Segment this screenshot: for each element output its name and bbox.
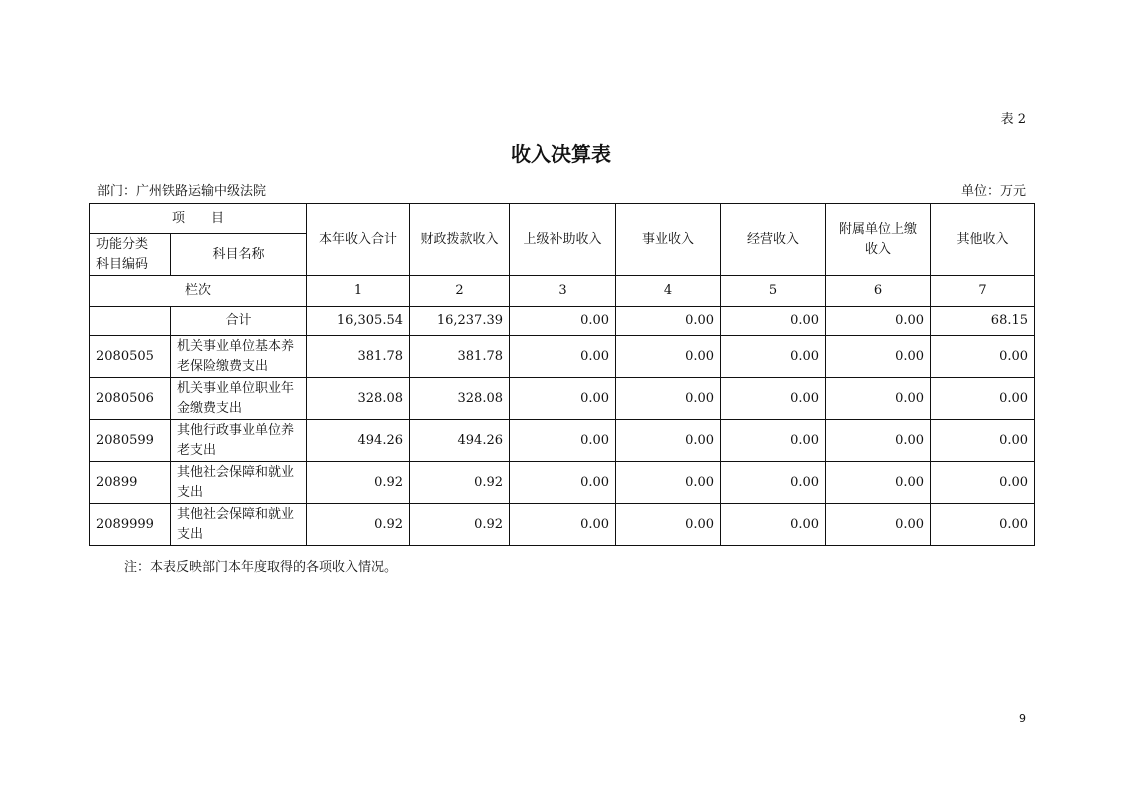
table-row — [90, 336, 1035, 378]
value-cell: 0.00 — [931, 336, 1035, 378]
value-cell: 0.00 — [931, 504, 1035, 546]
header-col-4: 事业收入 — [616, 204, 721, 276]
value-cell: 328.08 — [307, 378, 410, 420]
table-note: 注：本表反映部门本年度取得的各项收入情况。 — [124, 560, 398, 575]
value-cell: 0.00 — [721, 378, 826, 420]
subject-code: 2089999 — [90, 504, 171, 546]
col-number: 1 — [307, 276, 410, 307]
col-number: 4 — [616, 276, 721, 307]
value-cell: 0.00 — [616, 378, 721, 420]
total-value: 16,305.54 — [307, 307, 410, 336]
header-col-5: 经营收入 — [721, 204, 826, 276]
subject-name: 其他社会保障和就业支出 — [171, 462, 307, 504]
col-number: 2 — [410, 276, 510, 307]
col-number: 5 — [721, 276, 826, 307]
value-cell: 0.00 — [616, 420, 721, 462]
total-value: 0.00 — [826, 307, 931, 336]
row-label: 栏次 — [90, 276, 307, 307]
value-cell: 0.00 — [616, 504, 721, 546]
value-cell: 0.92 — [410, 504, 510, 546]
header-col-2: 财政拨款收入 — [410, 204, 510, 276]
page-title: 收入决算表 — [511, 142, 611, 166]
unit-label: 单位：万元 — [960, 184, 1026, 199]
value-cell: 0.00 — [616, 336, 721, 378]
value-cell: 0.00 — [510, 420, 616, 462]
subject-name: 机关事业单位基本养老保险缴费支出 — [171, 336, 307, 378]
col-number: 7 — [931, 276, 1035, 307]
value-cell: 0.92 — [410, 462, 510, 504]
table-row — [90, 504, 1035, 546]
table-row — [90, 420, 1035, 462]
value-cell: 494.26 — [410, 420, 510, 462]
page-number: 9 — [1019, 712, 1026, 725]
value-cell: 0.00 — [510, 504, 616, 546]
value-cell: 0.00 — [826, 462, 931, 504]
department-label: 部门：广州铁路运输中级法院 — [97, 184, 267, 199]
col-number: 6 — [826, 276, 931, 307]
value-cell: 0.92 — [307, 504, 410, 546]
header-col-6: 附属单位上缴 收入 — [826, 204, 931, 276]
header-row-1 — [90, 204, 1035, 234]
total-value: 0.00 — [721, 307, 826, 336]
subject-code: 2080505 — [90, 336, 171, 378]
value-cell: 0.00 — [826, 336, 931, 378]
header-project: 项 目 — [90, 204, 307, 234]
subject-name: 机关事业单位职业年金缴费支出 — [171, 378, 307, 420]
subject-name: 其他社会保障和就业支出 — [171, 504, 307, 546]
value-cell: 0.00 — [826, 504, 931, 546]
value-cell: 328.08 — [410, 378, 510, 420]
value-cell: 0.00 — [721, 420, 826, 462]
value-cell: 0.00 — [616, 462, 721, 504]
value-cell: 0.00 — [931, 462, 1035, 504]
header-subject-name: 科目名称 — [171, 234, 307, 276]
total-value: 0.00 — [616, 307, 721, 336]
table-number: 表 2 — [1000, 112, 1026, 127]
subject-code: 2080506 — [90, 378, 171, 420]
value-cell: 0.00 — [826, 420, 931, 462]
value-cell: 0.00 — [510, 378, 616, 420]
value-cell: 381.78 — [410, 336, 510, 378]
subject-code: 20899 — [90, 462, 171, 504]
value-cell: 0.00 — [721, 462, 826, 504]
header-col-7: 其他收入 — [931, 204, 1035, 276]
header-col-3: 上级补助收入 — [510, 204, 616, 276]
column-number-row — [90, 276, 1035, 307]
value-cell: 0.00 — [931, 420, 1035, 462]
col-number: 3 — [510, 276, 616, 307]
value-cell: 0.92 — [307, 462, 410, 504]
table-row — [90, 462, 1035, 504]
total-value: 68.15 — [931, 307, 1035, 336]
total-label: 合计 — [171, 307, 307, 336]
header-func-code: 功能分类 科目编码 — [90, 234, 171, 276]
value-cell: 0.00 — [510, 336, 616, 378]
value-cell: 0.00 — [721, 336, 826, 378]
value-cell: 0.00 — [510, 462, 616, 504]
value-cell: 0.00 — [931, 378, 1035, 420]
total-value: 16,237.39 — [410, 307, 510, 336]
income-table — [89, 203, 1035, 546]
total-value: 0.00 — [510, 307, 616, 336]
subject-code: 2080599 — [90, 420, 171, 462]
total-row — [90, 307, 1035, 336]
value-cell: 0.00 — [826, 378, 931, 420]
total-code-cell — [90, 307, 171, 336]
table-row — [90, 378, 1035, 420]
subject-name: 其他行政事业单位养老支出 — [171, 420, 307, 462]
value-cell: 494.26 — [307, 420, 410, 462]
header-col-1: 本年收入合计 — [307, 204, 410, 276]
value-cell: 0.00 — [721, 504, 826, 546]
value-cell: 381.78 — [307, 336, 410, 378]
